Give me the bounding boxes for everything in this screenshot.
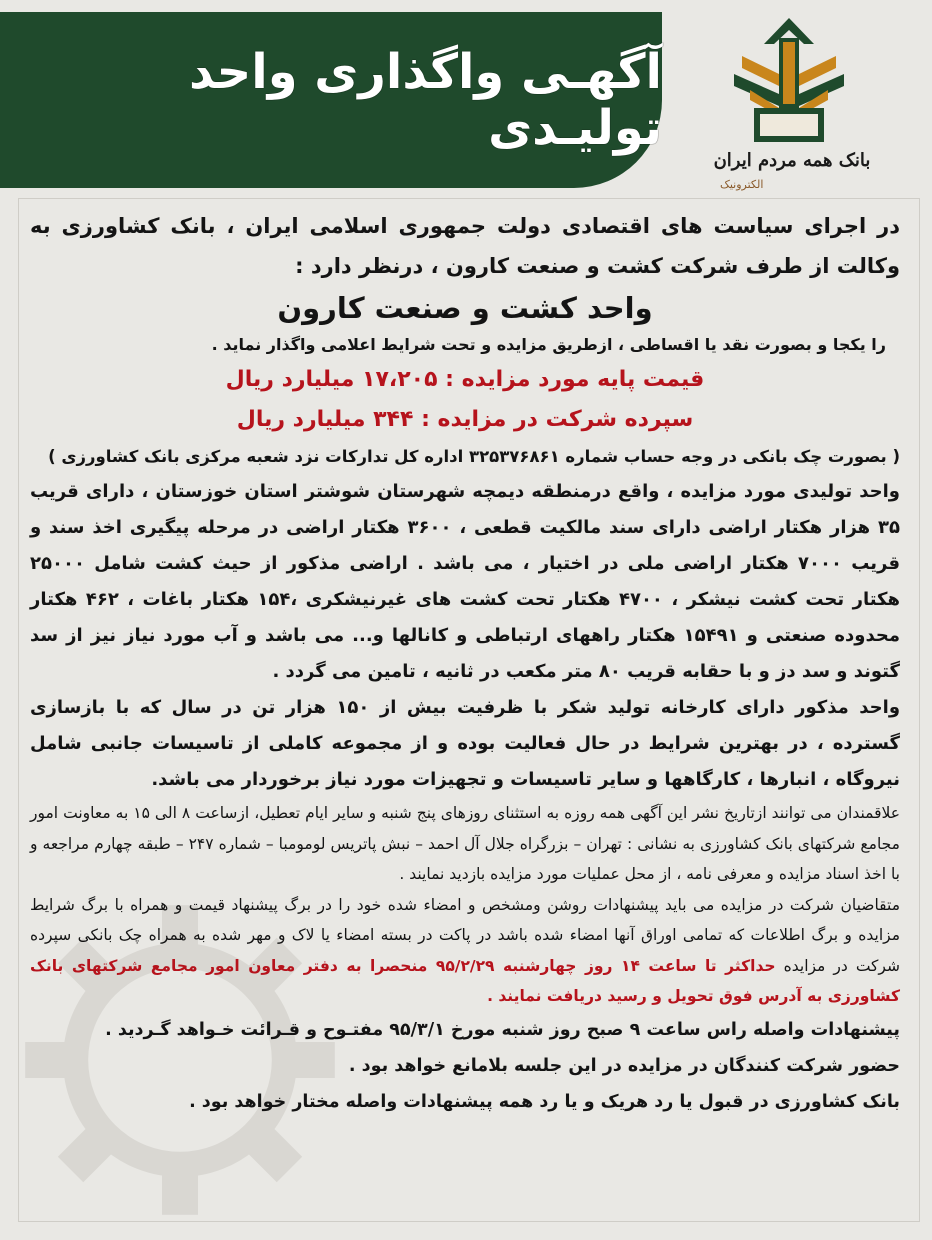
advertisement-body xyxy=(30,206,900,1120)
sale-method: را یکجا و بصورت نقد یا اقساطی ، ازطریق مزایده و تحت شرایط اعلامی واگذار نماید . xyxy=(211,335,886,354)
bank-subtitle: الکترونیک xyxy=(720,178,764,191)
submission-text: متقاضیان شرکت در مزایده می باید پیشنهادات روشن ومشخص و امضاء شده خود را در برگ پیشنهاد قیمت و همراه با برگ شرایط مزایده و برگ اطلاعات که تمامی اوراق آنها امضاء شده باشد در پاکت در بسته امضاء یا لاک و مهر شده به همراه چک بانکی سپرده شرکت در مزایده xyxy=(30,895,900,975)
submission-deadline: حداکثر تا ساعت ۱۴ روز چهارشنبه ۹۵/۲/۲۹ منحصرا به دفتر معاون امور مجامع شرکتهای بانک کشاورزی به آدرس فوق تحویل و رسید دریافت نمایند . xyxy=(30,956,900,1005)
submission-terms xyxy=(30,890,900,1012)
bank-keshavarzi-logo-icon xyxy=(724,16,854,146)
page-title: آگهـی واگذاری واحد تولیـدی xyxy=(188,44,662,156)
rights-notice: بانک کشاورزی در قبول یا رد هریک و یا رد همه پیشنهادات واصله مختار خواهد بود . xyxy=(189,1091,900,1112)
header-banner xyxy=(0,12,662,188)
intro-text: در اجرای سیاست های اقتصادی دولت جمهوری اسلامی ایران ، بانک کشاورزی به وکالت از طرف شرکت کشت و صنعت کارون ، درنظر دارد : xyxy=(30,214,900,278)
unit-description: واحد تولیدی مورد مزایده ، واقع درمنطقه دیمچه شهرستان شوشتر استان خوزستان ، دارای قریب ۳۵ هزار هکتار اراضی دارای سند مالکیت قطعی ، ۳۶۰۰ هکتار اراضی در مرحله پیگیری اخذ سند و قریب ۷۰۰۰ هکتار اراضی ملی در اختیار ، می باشد . اراضی مذکور از حیث کشت شامل ۲۵۰۰۰ هکتار تحت کشت نیشکر ، ۴۷۰۰ هکتار تحت کشت های غیرنیشکری ،۱۵۴ هکتار باغات ، ۴۶۲ هکتار محدوده صنعتی و ۱۵۴۹۱ هکتار راههای ارتباطی و کانالها و... می باشد و آب مورد نیاز نیز از سد گتوند و سد دز و با حقابه قریب ۸۰ متر مکعب در ثانیه ، تامین می گردد . xyxy=(30,481,901,682)
deposit-amount: سپرده شرکت در مزایده : ۳۴۴ میلیارد ریال xyxy=(236,407,694,432)
opening-notice: پیشنهادات واصله راس ساعت ۹ صبح روز شنبه مورخ ۹۵/۳/۱ مفتـوح و قـرائت خـواهد گـردید . xyxy=(105,1019,900,1040)
attendance-notice: حضور شرکت کنندگان در مزایده در این جلسه بلامانع خواهد بود . xyxy=(348,1055,900,1076)
visit-information: علاقمندان می توانند ازتاریخ نشر این آگهی همه روزه به استثنای روزهای پنج شنبه و سایر ایام تعطیل، ازساعت ۸ الی ۱۵ به معاونت امور مجامع شرکتهای بانک کشاورزی به نشانی : تهران – بزرگراه جلال آل احمد – نبش پاتریس لومومبا – شماره ۲۴۷ – طبقه چهارم مراجعه و با اخذ اسناد مزایده و معرفی نامه ، از محل عملیات مورد مزایده بازدید نمایند . xyxy=(30,804,900,883)
bank-name: بانک همه مردم ایران xyxy=(713,150,871,171)
unit-title: واحد کشت و صنعت کارون xyxy=(277,291,653,325)
base-price: قیمت پایه مورد مزایده : ۱۷،۲۰۵ میلیارد ریال xyxy=(225,367,705,392)
factory-description: واحد مذکور دارای کارخانه تولید شکر با ظرفیت بیش از ۱۵۰ هزار تن در سال که با بازسازی گسترده ، در بهترین شرایط در حال فعالیت بوده و از مجموعه کاملی از تاسیسات جانبی شامل نیروگاه ، انبارها ، کارگاهها و سایر تاسیسات و تجهیزات مورد نیاز برخوردار می باشد. xyxy=(30,697,901,790)
deposit-note: ( بصورت چک بانکی در وجه حساب شماره ۳۲۵۳۷۶۸۶۱ اداره کل تدارکات نزد شعبه مرکزی بانک کشاورزی ) xyxy=(48,447,900,466)
bank-logo xyxy=(724,16,854,146)
